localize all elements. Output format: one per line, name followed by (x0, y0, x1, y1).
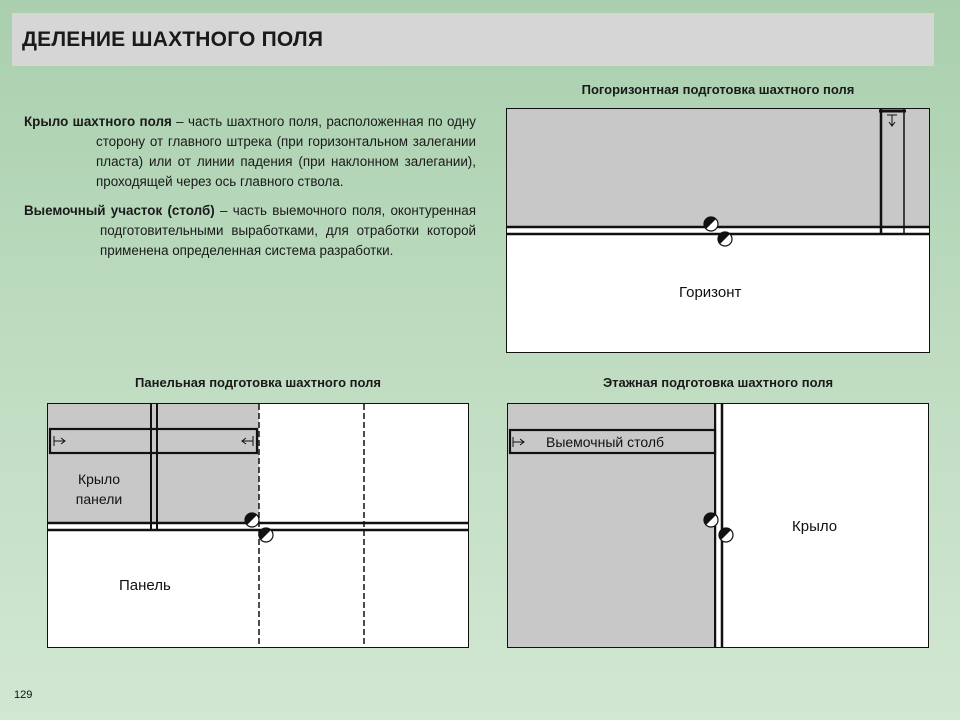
caption-panel: Панельная подготовка шахтного поля (135, 375, 381, 390)
shaft-icon (245, 513, 259, 527)
worked-zone (507, 109, 930, 227)
label-floor-wing: Крыло (792, 518, 838, 535)
definition-wing (24, 112, 476, 192)
label-panel-wing: Крыло панели (75, 471, 123, 507)
diagram-horizon (506, 108, 930, 353)
definition-block (24, 201, 476, 261)
shaft-icon (259, 528, 273, 542)
term-wing: Крыло шахтного поля (24, 114, 172, 129)
definition-wing-text: – часть шахтного поля, расположенная по одну сторону от главного штрека (при горизонтальном залегании пласта) или от линии падения (при наклонном залегании), проходящей через ось главного ствола. (96, 114, 477, 189)
page-number: 129 (14, 689, 33, 701)
caption-floor: Этажная подготовка шахтного поля (602, 375, 834, 390)
shaft-icon (719, 528, 733, 542)
term-block: Выемочный участок (столб) (24, 203, 215, 218)
title-bar (12, 13, 934, 66)
diagram-horizon-graphic (507, 109, 930, 353)
shaft-icon (704, 513, 718, 527)
shaft-icon (704, 217, 718, 231)
label-horizon: Горизонт (679, 284, 742, 301)
caption-horizon: Погоризонтная подготовка шахтного поля (581, 82, 855, 97)
diagram-floor (507, 403, 929, 648)
page-title: ДЕЛЕНИЕ ШАХТНОГО ПОЛЯ (22, 28, 324, 51)
diagram-panel-graphic (48, 404, 469, 648)
definition-block-text: – часть выемочного поля, оконтуренная подготовительными выработками, для отработки которой применена определенная система разработки. (100, 203, 476, 258)
diagram-panel (47, 403, 469, 648)
shaft-icon (718, 232, 732, 246)
label-panel: Панель (119, 577, 171, 594)
label-extraction-block: Выемочный столб (546, 434, 665, 450)
definitions (24, 112, 476, 261)
